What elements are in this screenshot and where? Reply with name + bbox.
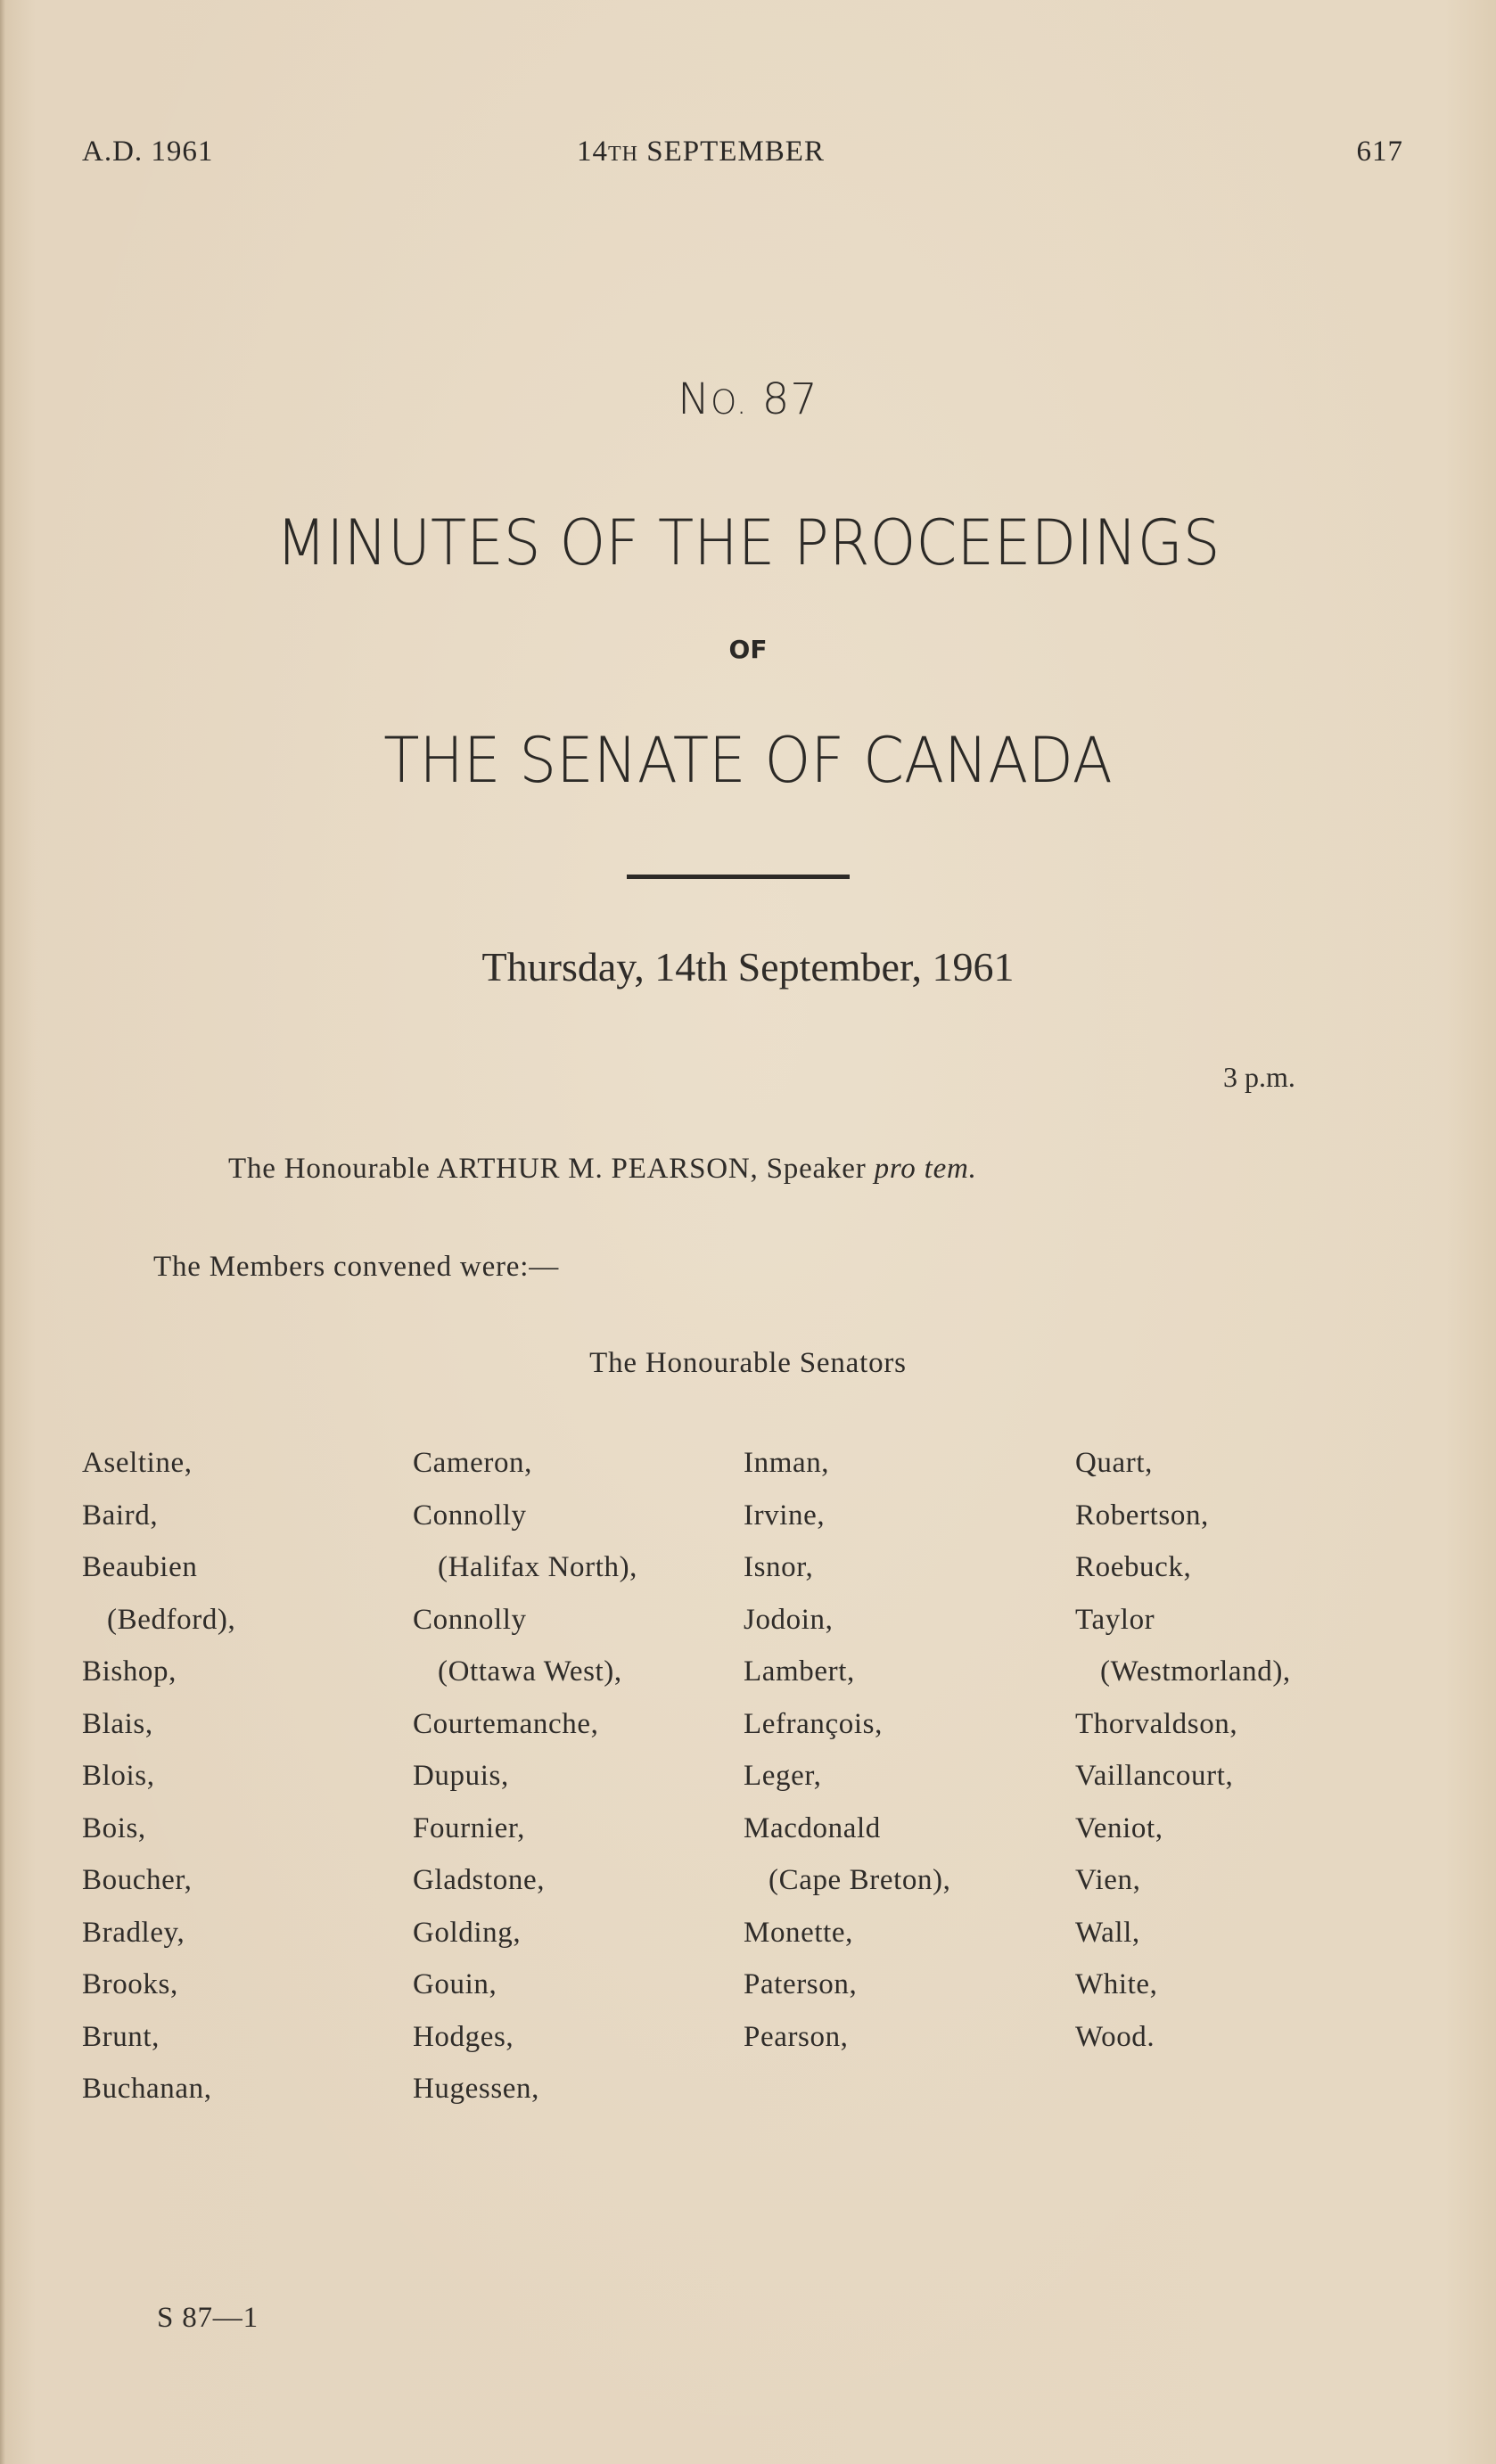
issue-prefix: N — [678, 374, 711, 424]
senator-name: Monette, — [744, 1916, 854, 1949]
senator-name: Paterson, — [744, 1968, 858, 2000]
senator-name: Hodges, — [413, 2020, 514, 2053]
senator-name: Quart, — [1075, 1447, 1153, 1479]
senator-name: Lefrançois, — [744, 1707, 883, 1740]
senator-name: Gladstone, — [413, 1864, 546, 1896]
senator-name: (Westmorland), — [1100, 1655, 1291, 1688]
senator-name: (Ottawa West), — [438, 1655, 622, 1688]
senator-name: Connolly — [413, 1499, 527, 1532]
senator-column-4 — [1075, 1443, 1291, 2069]
issue-number-value: 87 — [761, 374, 818, 424]
issue-number — [0, 374, 1496, 424]
senator-name: Taylor — [1075, 1603, 1155, 1636]
sitting-date: Thursday, 14th September, 1961 — [481, 944, 1015, 990]
issue-prefix-small: O. — [711, 383, 748, 422]
senator-name: Vien, — [1075, 1864, 1141, 1896]
senator-name: Buchanan, — [82, 2073, 212, 2105]
senator-name: Roebuck, — [1075, 1551, 1192, 1583]
senator-name: Pearson, — [744, 2020, 849, 2053]
speaker-text: The Honourable ARTHUR M. PEARSON, Speaker — [228, 1153, 875, 1185]
senator-name: Blais, — [82, 1707, 153, 1740]
senator-name: Hugessen, — [413, 2073, 539, 2105]
senator-name: Lambert, — [744, 1655, 855, 1688]
senator-name: Beaubien — [82, 1551, 198, 1583]
senator-name: Dupuis, — [413, 1760, 509, 1792]
senator-name: (Halifax North), — [438, 1551, 638, 1583]
page-number: 617 — [1356, 136, 1403, 168]
senator-name: Wall, — [1075, 1916, 1140, 1949]
senator-name: Bradley, — [82, 1916, 185, 1949]
senator-name: (Bedford), — [107, 1603, 236, 1636]
senator-column-3 — [744, 1443, 951, 2069]
members-intro: The Members convened were:— — [153, 1251, 560, 1283]
senator-name: Jodoin, — [744, 1603, 834, 1636]
senator-name: Bois, — [82, 1811, 146, 1844]
page-binding-edge — [0, 0, 5, 2464]
title-divider — [627, 875, 850, 879]
senator-column-1 — [82, 1443, 235, 2122]
speaker-italic: pro tem. — [874, 1153, 977, 1185]
senator-name: Robertson, — [1075, 1499, 1209, 1532]
senator-name: Macdonald — [744, 1811, 881, 1844]
senator-name: Fournier, — [413, 1811, 525, 1844]
senator-name: Irvine, — [744, 1499, 826, 1532]
senator-name: Cameron, — [413, 1447, 533, 1479]
senator-name: Thorvaldson, — [1075, 1707, 1238, 1740]
running-head-month: SEPTEMBER — [646, 136, 825, 168]
senator-column-2 — [413, 1443, 637, 2122]
running-head-day-suffix: TH — [608, 143, 638, 166]
senator-name: Aseltine, — [82, 1447, 193, 1479]
senator-name: Baird, — [82, 1499, 159, 1532]
running-head-year: A.D. 1961 — [82, 136, 214, 168]
title-connector: OF — [728, 635, 768, 664]
senator-name: Courtemanche, — [413, 1707, 599, 1740]
senator-name: Bishop, — [82, 1655, 177, 1688]
senator-name: Wood. — [1075, 2020, 1155, 2053]
signature-mark: S 87—1 — [157, 2302, 259, 2334]
sitting-time: 3 p.m. — [1223, 1061, 1295, 1093]
senator-name: Isnor, — [744, 1551, 814, 1583]
senator-name: Vaillancourt, — [1075, 1760, 1234, 1792]
title-line-1: MINUTES OF THE PROCEEDINGS — [275, 506, 1221, 579]
senator-name: Gouin, — [413, 1968, 497, 2000]
senator-name: (Cape Breton), — [769, 1864, 951, 1896]
senator-name: Brunt, — [82, 2020, 160, 2053]
senator-name: Veniot, — [1075, 1811, 1163, 1844]
senator-name: Inman, — [744, 1447, 830, 1479]
running-head — [82, 136, 1403, 171]
senator-name: Blois, — [82, 1760, 155, 1792]
speaker-line — [228, 1153, 977, 1186]
senator-name: Leger, — [744, 1760, 822, 1792]
senator-name: White, — [1075, 1968, 1158, 2000]
senator-name: Brooks, — [82, 1968, 178, 2000]
senator-name: Connolly — [413, 1603, 527, 1636]
running-head-day: 14 — [577, 136, 608, 168]
senators-heading: The Honourable Senators — [589, 1347, 907, 1379]
title-line-2: THE SENATE OF CANADA — [383, 724, 1113, 797]
senator-name: Boucher, — [82, 1864, 193, 1896]
running-head-date — [577, 136, 825, 168]
senator-name: Golding, — [413, 1916, 522, 1949]
